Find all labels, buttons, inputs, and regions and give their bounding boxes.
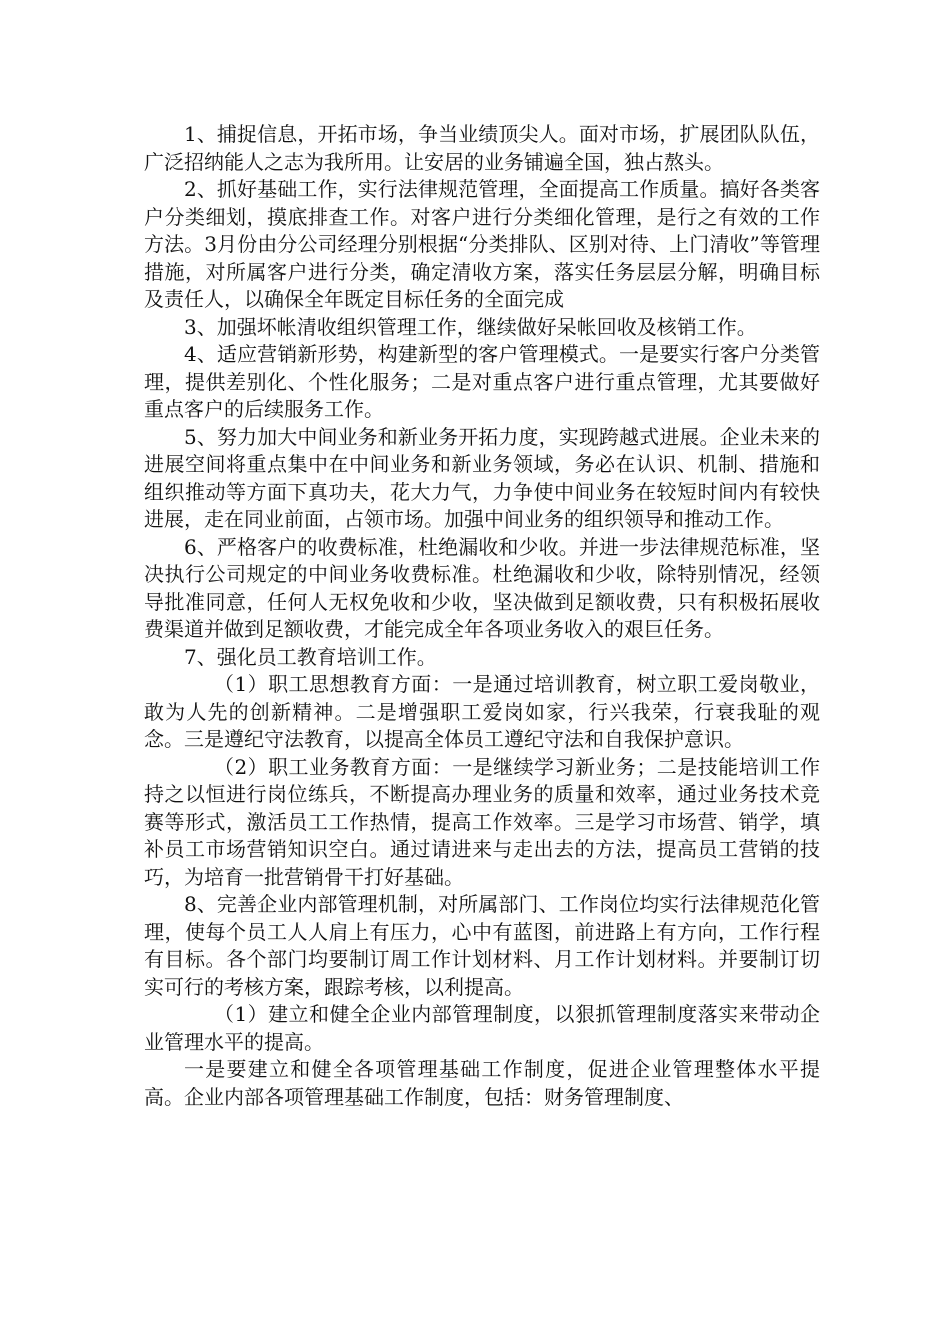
paragraph-7-1: （1）职工思想教育方面：一是通过培训教育，树立职工爱岗敬业，敢为人先的创新精神。二是增强职工爱岗如家，行兴我荣，行衰我耻的观念。三是遵纪守法教育，以提高全体员工遵纪守法和自我保护意识。 bbox=[144, 672, 820, 751]
paragraph-4: 4、适应营销新形势，构建新型的客户管理模式。一是要实行客户分类管理，提供差别化、个性化服务；二是对重点客户进行重点管理，尤其要做好重点客户的后续服务工作。 bbox=[144, 342, 820, 421]
paragraph-8-1: （1）建立和健全企业内部管理制度，以狠抓管理制度落实来带动企业管理水平的提高。 bbox=[144, 1002, 820, 1054]
paragraph-5: 5、努力加大中间业务和新业务开拓力度，实现跨越式进展。企业未来的进展空间将重点集中在中间业务和新业务领域，务必在认识、机制、措施和组织推动等方面下真功夫，花大力气，力争使中间业务在较短时间内有较快进展，走在同业前面，占领市场。加强中间业务的组织领导和推动工作。 bbox=[144, 424, 820, 531]
paragraph-8-1-a: 一是要建立和健全各项管理基础工作制度，促进企业管理整体水平提高。企业内部各项管理基础工作制度，包括：财务管理制度、 bbox=[144, 1057, 820, 1109]
paragraph-8: 8、完善企业内部管理机制，对所属部门、工作岗位均实行法律规范化管理，使每个员工人人肩上有压力，心中有蓝图，前进路上有方向，工作行程有目标。各个部门均要制订周工作计划材料、月工作计划材料。并要制订切实可行的考核方案，跟踪考核，以利提高。 bbox=[144, 892, 820, 999]
document-body bbox=[144, 121, 820, 1111]
paragraph-3: 3、加强坏帐清收组织管理工作，继续做好呆帐回收及核销工作。 bbox=[184, 314, 757, 339]
paragraph-7: 7、强化员工教育培训工作。 bbox=[184, 644, 437, 669]
paragraph-2: 2、抓好基础工作，实行法律规范管理，全面提高工作质量。搞好各类客户分类细划，摸底排查工作。对客户进行分类细化管理，是行之有效的工作方法。3月份由分公司经理分别根据“分类排队、区别对待、上门清收”等管理措施，对所属客户进行分类，确定清收方案，落实任务层层分解，明确目标及责任人，以确保全年既定目标任务的全面完成 bbox=[144, 177, 820, 311]
paragraph-1: 1、捕捉信息，开拓市场，争当业绩顶尖人。面对市场，扩展团队队伍，广泛招纳能人之志为我所用。让安居的业务铺遍全国，独占熬头。 bbox=[144, 122, 820, 174]
paragraph-7-2: （2）职工业务教育方面：一是继续学习新业务；二是技能培训工作持之以恒进行岗位练兵，不断提高办理业务的质量和效率，通过业务技术竞赛等形式，激活员工工作热情，提高工作效率。三是学习市场营、销学，填补员工市场营销知识空白。通过请进来与走出去的方法，提高员工营销的技巧，为培育一批营销骨干打好基础。 bbox=[144, 754, 820, 889]
paragraph-6: 6、严格客户的收费标准，杜绝漏收和少收。并进一步法律规范标准，坚决执行公司规定的中间业务收费标准。杜绝漏收和少收，除特别情况，经领导批准同意，任何人无权免收和少收，坚决做到足额收费，只有积极拓展收费渠道并做到足额收费，才能完成全年各项业务收入的艰巨任务。 bbox=[144, 534, 820, 641]
